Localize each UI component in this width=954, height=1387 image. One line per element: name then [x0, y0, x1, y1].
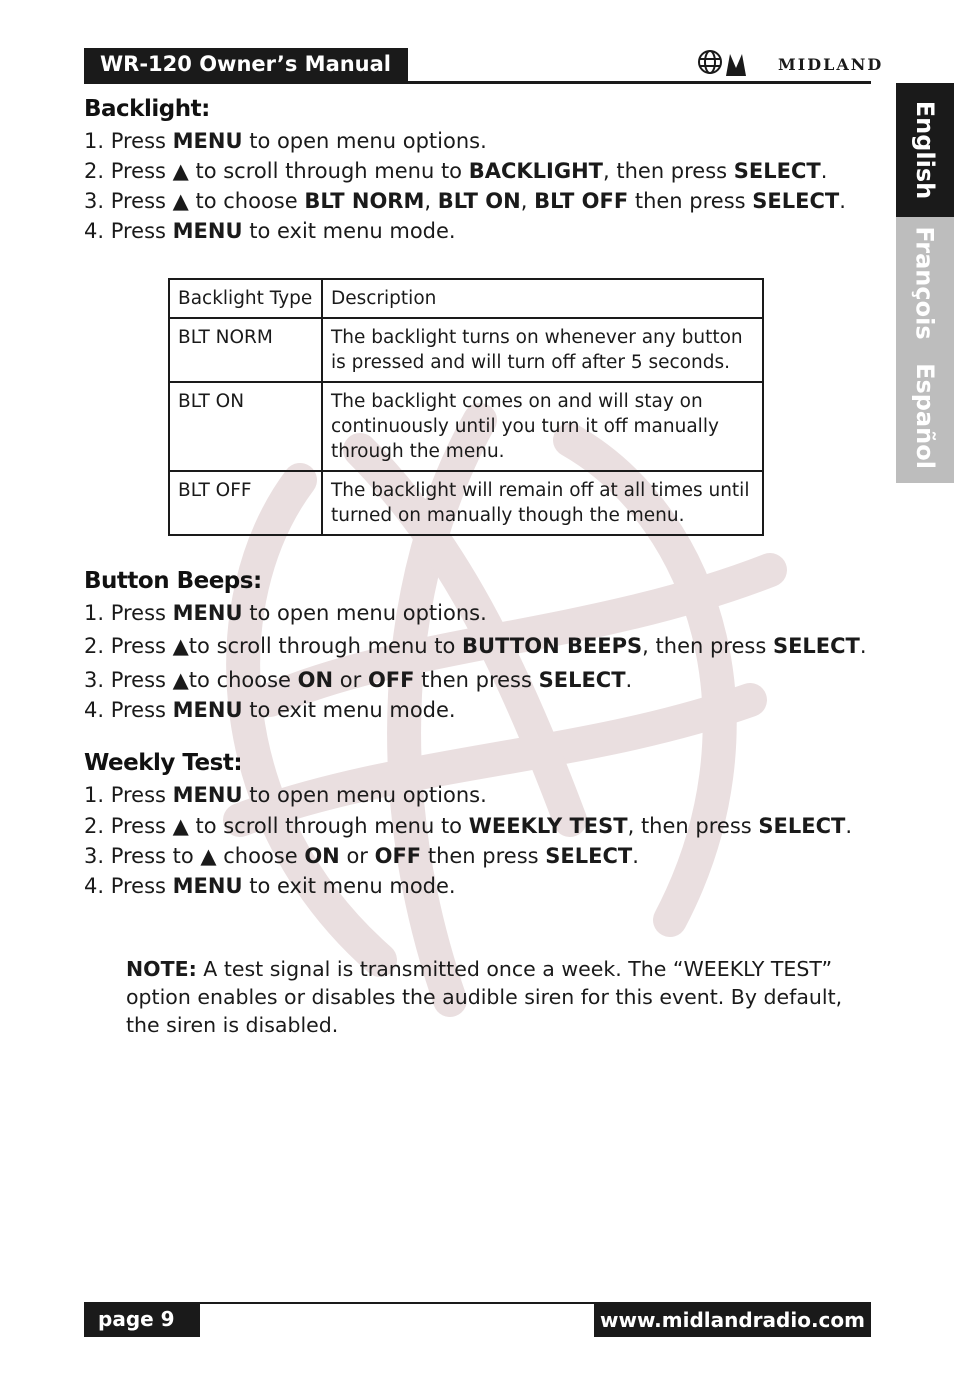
keyword: BACKLIGHT [468, 159, 603, 183]
keyword: SELECT [752, 189, 840, 213]
table-row [169, 382, 763, 471]
tab-french-spanish [896, 217, 954, 483]
button-beeps-step-3: 3. Press ▲to choose ON or OFF then press SELECT. [84, 668, 633, 692]
button-beeps-heading: Button Beeps: [84, 568, 262, 594]
button-beeps-step-1: 1. Press MENU to open menu options. [84, 601, 487, 625]
keyword: SELECT [758, 814, 846, 838]
table-row [169, 318, 763, 382]
tab-english[interactable] [896, 83, 954, 217]
keyword: MENU [172, 874, 243, 898]
tab-french-label: François [911, 226, 940, 340]
note-label: NOTE: [126, 957, 197, 981]
backlight-step-3: 3. Press ▲ to choose BLT NORM, BLT ON, BLT OFF then press SELECT. [84, 189, 846, 213]
header-rule [84, 81, 871, 84]
button-beeps-step-4: 4. Press MENU to exit menu mode. [84, 698, 456, 722]
keyword: ON [304, 844, 340, 868]
manual-title: WR-120 Owner’s Manual [84, 48, 408, 82]
table-cell: The backlight turns on whenever any button is pressed and will turn off after 5 seconds. [322, 318, 763, 382]
table-header-row [169, 279, 763, 318]
table-header-cell: Backlight Type [169, 279, 322, 318]
table-header-cell: Description [322, 279, 763, 318]
keyword: MENU [172, 601, 243, 625]
tab-french[interactable] [896, 217, 954, 349]
weekly-test-step-2: 2. Press ▲ to scroll through menu to WEEKLY TEST, then press SELECT. [84, 814, 852, 838]
table-cell: BLT OFF [169, 471, 322, 535]
backlight-table [168, 278, 764, 536]
keyword: MENU [172, 129, 243, 153]
tab-spanish-label: Español [911, 363, 940, 469]
note-text: A test signal is transmitted once a week. The “WEEKLY TEST” option enables or disables the audible siren for this event. By default, the siren is disabled. [126, 957, 843, 1037]
keyword: BUTTON BEEPS [462, 634, 643, 658]
language-tabs [896, 83, 954, 483]
keyword: WEEKLY TEST [468, 814, 628, 838]
keyword: BLT NORM [304, 189, 425, 213]
keyword: SELECT [772, 634, 860, 658]
keyword: SELECT [733, 159, 821, 183]
keyword: BLT OFF [534, 189, 629, 213]
table-cell: BLT ON [169, 382, 322, 471]
table-cell: The backlight will remain off at all times until turned on manually though the menu. [322, 471, 763, 535]
keyword: OFF [374, 844, 422, 868]
button-beeps-step-2: 2. Press ▲to scroll through menu to BUTTON BEEPS, then press SELECT. [84, 634, 867, 658]
website-link[interactable]: www.midlandradio.com [594, 1303, 871, 1337]
table-cell: BLT NORM [169, 318, 322, 382]
keyword: SELECT [545, 844, 633, 868]
backlight-step-1: 1. Press MENU to open menu options. [84, 129, 487, 153]
keyword: SELECT [538, 668, 626, 692]
weekly-test-step-3: 3. Press to ▲ choose ON or OFF then press SELECT. [84, 844, 639, 868]
keyword: BLT ON [437, 189, 521, 213]
keyword: MENU [172, 219, 243, 243]
tab-spanish[interactable] [896, 349, 954, 483]
weekly-test-heading: Weekly Test: [84, 750, 243, 776]
note-paragraph [126, 955, 846, 1039]
page-number: page 9 [84, 1303, 200, 1337]
table-cell: The backlight comes on and will stay on continuously until you turn it off manually through the menu. [322, 382, 763, 471]
keyword: OFF [367, 668, 415, 692]
backlight-heading: Backlight: [84, 96, 210, 122]
weekly-test-step-4: 4. Press MENU to exit menu mode. [84, 874, 456, 898]
keyword: MENU [172, 698, 243, 722]
weekly-test-step-1: 1. Press MENU to open menu options. [84, 783, 487, 807]
backlight-step-2: 2. Press ▲ to scroll through menu to BACKLIGHT, then press SELECT. [84, 159, 828, 183]
midland-logo-text: MIDLAND [778, 55, 884, 74]
tab-english-label: English [911, 100, 940, 200]
keyword: ON [297, 668, 334, 692]
keyword: MENU [172, 783, 243, 807]
backlight-step-4: 4. Press MENU to exit menu mode. [84, 219, 456, 243]
table-row [169, 471, 763, 535]
